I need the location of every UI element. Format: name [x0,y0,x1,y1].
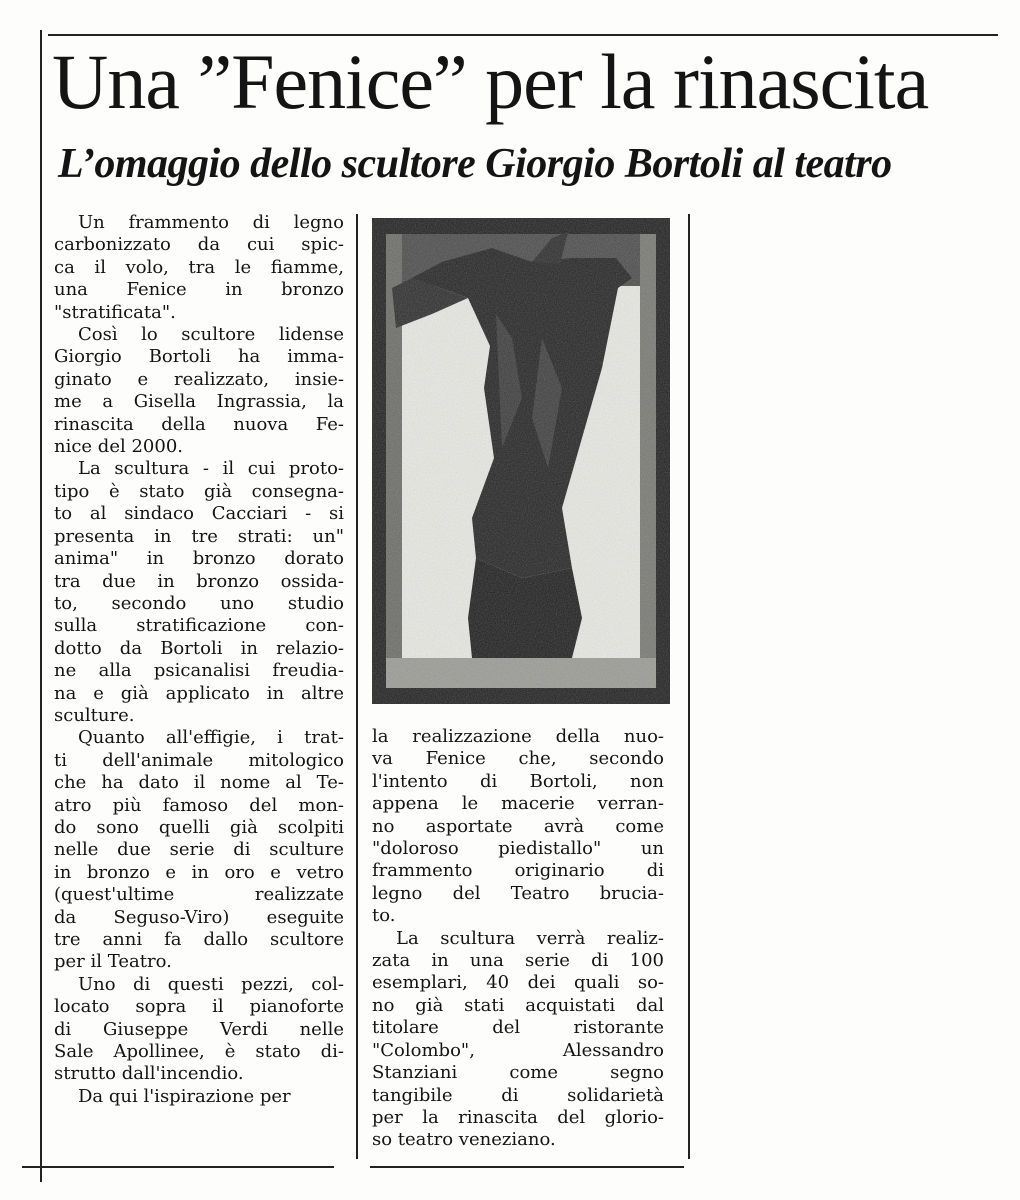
article-body-right-column [372,726,664,1152]
text-line: to, secondo uno studio [54,592,344,614]
article-paragraph [54,212,344,324]
text-line: tipo è stato già consegna- [54,480,344,502]
text-line: per la rinascita del glorio- [372,1106,664,1128]
text-line: per il Teatro. [54,951,172,973]
text-line: rinascita della nuova Fe- [54,413,344,435]
text-line: to. [372,905,396,927]
text-line: (quest'ultime realizzate [54,884,344,906]
text-line: legno del Teatro brucia- [372,882,664,904]
article-paragraph [54,727,344,973]
text-line: sulla stratificazione con- [54,615,344,637]
text-line: l'intento di Bortoli, non [372,770,664,792]
text-line: Un frammento di legno [78,212,344,233]
text-line: me a Gisella Ingrassia, la [54,391,344,413]
text-line: Quanto all'effigie, i trat- [78,727,344,749]
text-line: Sale Apollinee, è stato di- [54,1041,344,1063]
left-vertical-rule [40,30,42,1182]
article-paragraph [372,928,664,1152]
text-line: ca il volo, tra le fiamme, [54,256,344,278]
text-line: va Fenice che, secondo [372,748,664,770]
phoenix-sculpture-icon [372,218,670,704]
text-line: titolare del ristorante [372,1017,664,1039]
bottom-rule-left [22,1166,334,1168]
text-line: na e già applicato in altre [54,682,344,704]
text-line: da Seguso-Viro) eseguite [54,906,344,928]
text-line: "stratificata". [54,301,176,323]
text-line: do sono quelli già scolpiti [54,816,344,838]
text-line: locato sopra il pianoforte [54,996,344,1018]
text-line: esemplari, 40 dei quali so- [372,972,664,994]
text-line: una Fenice in bronzo [54,279,344,301]
text-line: so teatro veneziano. [372,1129,556,1151]
column-divider-rule [356,214,358,1159]
article-paragraph [54,324,344,458]
text-line: che ha dato il nome al Te- [54,772,344,794]
text-line: no asportate avrà come [372,815,664,837]
text-line: frammento originario di [372,860,664,882]
text-line: Così lo scultore lidense [78,324,344,346]
text-line: ginato e realizzato, insie- [54,368,344,390]
text-line: nelle due serie di sculture [54,839,344,861]
text-line: "doloroso piedistallo" un [372,838,664,860]
text-line: nice del 2000. [54,436,183,458]
phoenix-sculpture-photo [372,218,670,704]
text-line: Da qui l'ispirazione per [78,1085,291,1107]
text-line: La scultura - il cui proto- [78,458,344,480]
bottom-rule-right [370,1166,684,1168]
text-line: tre anni fa dallo scultore [54,929,344,950]
text-line: presenta in tre strati: un" [54,525,344,547]
text-line: tangibile di solidarietà [372,1084,664,1106]
article-paragraph [372,726,664,928]
text-line: dotto da Bortoli in relazio- [54,637,344,659]
text-line: to al sindaco Cacciari - si [54,503,344,525]
article-paragraph [54,1086,344,1108]
text-line: sculture. [54,704,135,726]
article-paragraph [54,458,344,727]
text-line: Stanziani come segno [372,1062,664,1084]
text-line: in bronzo e in oro e vetro [54,861,344,883]
text-line: ne alla psicanalisi freudia- [54,660,344,682]
text-line: la realizzazione della nuo- [372,726,664,747]
text-line: tra due in bronzo ossida- [54,570,344,592]
headline: Una ”Fenice” per la rinascita [52,38,929,125]
text-line: Giorgio Bortoli ha imma- [54,346,344,368]
text-line: zata in una serie di 100 [372,950,664,972]
text-line: carbonizzato da cui spic- [54,234,344,256]
text-line: di Giuseppe Verdi nelle [54,1018,344,1040]
text-line: Uno di questi pezzi, col- [78,973,344,995]
text-line: no già stati acquistati dal [372,994,664,1016]
text-line: anima" in bronzo dorato [54,548,344,570]
top-rule [48,34,998,36]
article-body-left-column [54,212,344,1108]
text-line: ti dell'animale mitologico [54,749,344,771]
text-line: La scultura verrà realiz- [396,927,664,949]
text-line: strutto dall'incendio. [54,1063,244,1085]
text-line: atro più famoso del mon- [54,794,344,816]
right-column-vertical-rule [688,214,690,1159]
article-paragraph [54,974,344,1086]
text-line: "Colombo", Alessandro [372,1039,664,1061]
text-line: appena le macerie verran- [372,793,664,815]
subheadline: L’omaggio dello scultore Giorgio Bortoli al teatro [58,141,892,187]
